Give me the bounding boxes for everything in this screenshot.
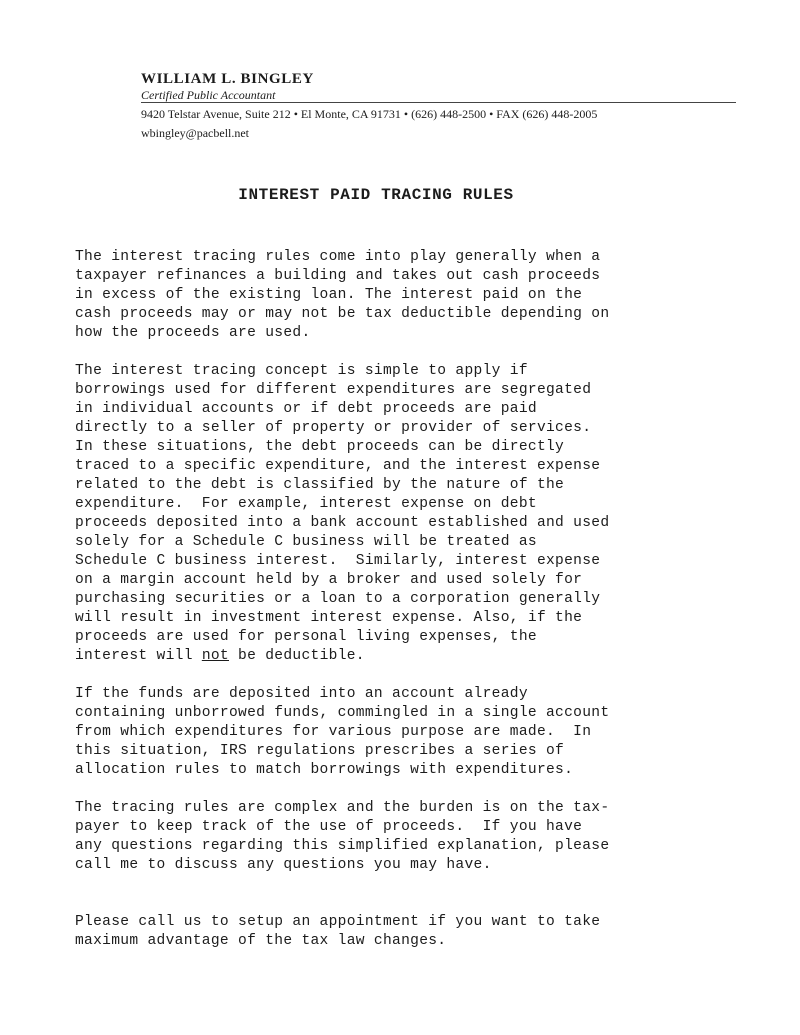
text-line: maximum advantage of the tax law changes. <box>75 933 447 949</box>
text-line-emphasis <box>75 647 715 666</box>
text-line: Please call us to setup an appointment if you want to take <box>75 914 601 930</box>
accountant-name: WILLIAM L. BINGLEY <box>141 71 314 87</box>
letterhead-divider <box>141 102 736 103</box>
text-line: call me to discuss any questions you may have. <box>75 857 492 873</box>
text-line: in excess of the existing loan. The interest paid on the <box>75 287 583 303</box>
text-line: this situation, IRS regulations prescribes a series of <box>75 743 565 759</box>
text-line: The interest tracing concept is simple to apply if <box>75 363 528 379</box>
text-line: any questions regarding this simplified explanation, please <box>75 838 610 854</box>
text-line: Schedule C business interest. Similarly, interest expense <box>75 553 601 569</box>
text-line: payer to keep track of the use of proceeds. If you have <box>75 819 583 835</box>
emphasized-word: not <box>201 648 229 664</box>
text-line: proceeds are used for personal living expenses, the <box>75 629 537 645</box>
document-body <box>75 248 715 970</box>
text-line: how the proceeds are used. <box>75 325 311 341</box>
letterhead-identity <box>141 70 736 103</box>
text-line: In these situations, the debt proceeds can be directly <box>75 439 565 455</box>
text-line: traced to a specific expenditure, and the interest expense <box>75 458 601 474</box>
text-line: borrowings used for different expenditures are segregated <box>75 382 592 398</box>
paragraph-commingled <box>75 685 715 780</box>
text-line: in individual accounts or if debt proceeds are paid <box>75 401 537 417</box>
text-line: cash proceeds may or may not be tax deductible depending on <box>75 306 610 322</box>
paragraph-complexity <box>75 799 715 875</box>
text-segment: interest will <box>75 648 202 664</box>
text-line: taxpayer refinances a building and takes out cash proceeds <box>75 268 601 284</box>
text-line: proceeds deposited into a bank account established and used <box>75 515 610 531</box>
text-line: If the funds are deposited into an account already <box>75 686 528 702</box>
text-line: The interest tracing rules come into play generally when a <box>75 249 601 265</box>
letterhead-email: wbingley@pacbell.net <box>141 126 250 140</box>
accountant-credential: Certified Public Accountant <box>141 88 276 102</box>
document-title: INTEREST PAID TRACING RULES <box>238 186 514 204</box>
letterhead-address: 9420 Telstar Avenue, Suite 212 • El Monte, CA 91731 • (626) 448-2500 • FAX (626) 448-2005 <box>141 107 598 121</box>
paragraph-closing <box>75 913 715 951</box>
text-segment: be deductible. <box>229 648 365 664</box>
text-line: related to the debt is classified by the nature of the <box>75 477 565 493</box>
text-line: The tracing rules are complex and the burden is on the tax- <box>75 800 610 816</box>
text-line: purchasing securities or a loan to a corporation generally <box>75 591 601 607</box>
paragraph-concept <box>75 362 715 666</box>
paragraph-intro <box>75 248 715 343</box>
text-line: solely for a Schedule C business will be treated as <box>75 534 537 550</box>
text-line: expenditure. For example, interest expense on debt <box>75 496 537 512</box>
text-line: on a margin account held by a broker and used solely for <box>75 572 583 588</box>
text-line: will result in investment interest expense. Also, if the <box>75 610 583 626</box>
text-line: allocation rules to match borrowings with expenditures. <box>75 762 574 778</box>
text-line: containing unborrowed funds, commingled in a single account <box>75 705 610 721</box>
text-line: directly to a seller of property or provider of services. <box>75 420 592 436</box>
text-line: from which expenditures for various purpose are made. In <box>75 724 592 740</box>
